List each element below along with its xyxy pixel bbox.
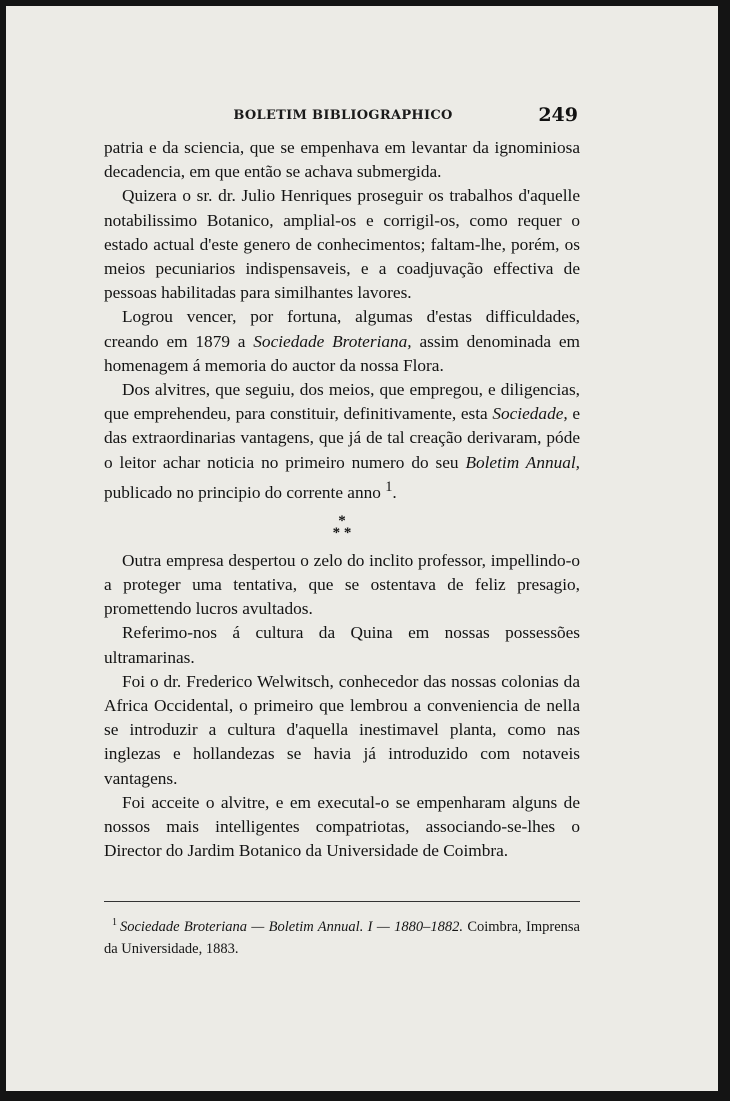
text-run: Dos alvitres, que seguiu, dos meios, que empregou, e diligencias, que emprehendeu, para constituir, definitivamente, esta [104,380,580,424]
footnote-reference: 1 [385,478,393,495]
paragraph: Outra empresa despertou o zelo do inclito professor, impellindo-o a proteger uma tentativa, que se ostentava de feliz presagio, promettendo lucros avultados. [104,550,580,619]
text-run: assim denominada em homenagem á memoria do auctor da nossa Flora. [104,331,580,375]
footnote-mark: 1 [112,917,117,928]
text-run: Logrou vencer, por fortuna, algumas d'estas difficuldades, creando em 1879 a [104,307,580,351]
text-run: publicado no principio do corrente anno [104,482,386,502]
paragraph: Referimo-nos á cultura da Quina em nossas possessões ultramarinas. [104,623,580,667]
footnote [104,912,580,960]
body-text [104,136,580,863]
asterism-top: * [338,512,346,529]
asterism-bottom: * * [332,524,352,541]
paragraph: Foi acceite o alvitre, e em executal-o se empenharam alguns de nossos mais intelligentes compatriotas, associando-se-lhes o Director do Jardim Botanico da Universidade de Coimbra. [104,792,580,861]
italic-title: Sociedade Broteriana, [253,331,412,351]
italic-title: Sociedade, [492,404,568,424]
paragraph [104,305,580,378]
footnote-publisher: Coimbra, Imprensa da Universidade, 1883. [104,918,580,957]
footnote-citation: Sociedade Broteriana — Boletim Annual. I — 1880–1882. [120,918,463,935]
paragraph [104,378,580,505]
text-run: . [392,482,397,502]
running-title: BOLETIM BIBLIOGRAPHICO [233,108,453,123]
page-scan [6,6,718,1091]
page-number: 249 [538,104,578,126]
page-header [104,106,582,130]
text-run: e das extraordinarias vantagens, que já de tal creação derivaram, póde o leitor achar noticia no primeiro numero do seu [104,404,580,472]
paragraph: Foi o dr. Frederico Welwitsch, conhecedor das nossas colonias da Africa Occidental, o primeiro que lembrou a conveniencia de nella se introduzir a cultura d'aquella inestimavel planta, como nas inglezas e hollandezas se havia já introduzido com notaveis vantagens. [104,671,580,788]
section-separator [104,512,580,541]
paragraph: Quizera o sr. dr. Julio Henriques proseguir os trabalhos d'aquelle notabilissimo Botanico, amplial-os e corrigil-os, como requer o estado actual d'este genero de conhecimentos; faltam-lhe, porém, os meios pecuniarios indispensaveis, e a coadjuvação effectiva de pessoas habilitadas para similhantes lavores. [104,186,580,303]
footnote-rule [104,901,580,902]
paragraph-continued: patria e da sciencia, que se empenhava em levantar da ignominiosa decadencia, em que então se achava submergida. [104,138,580,182]
italic-title: Boletim Annual, [465,452,581,472]
